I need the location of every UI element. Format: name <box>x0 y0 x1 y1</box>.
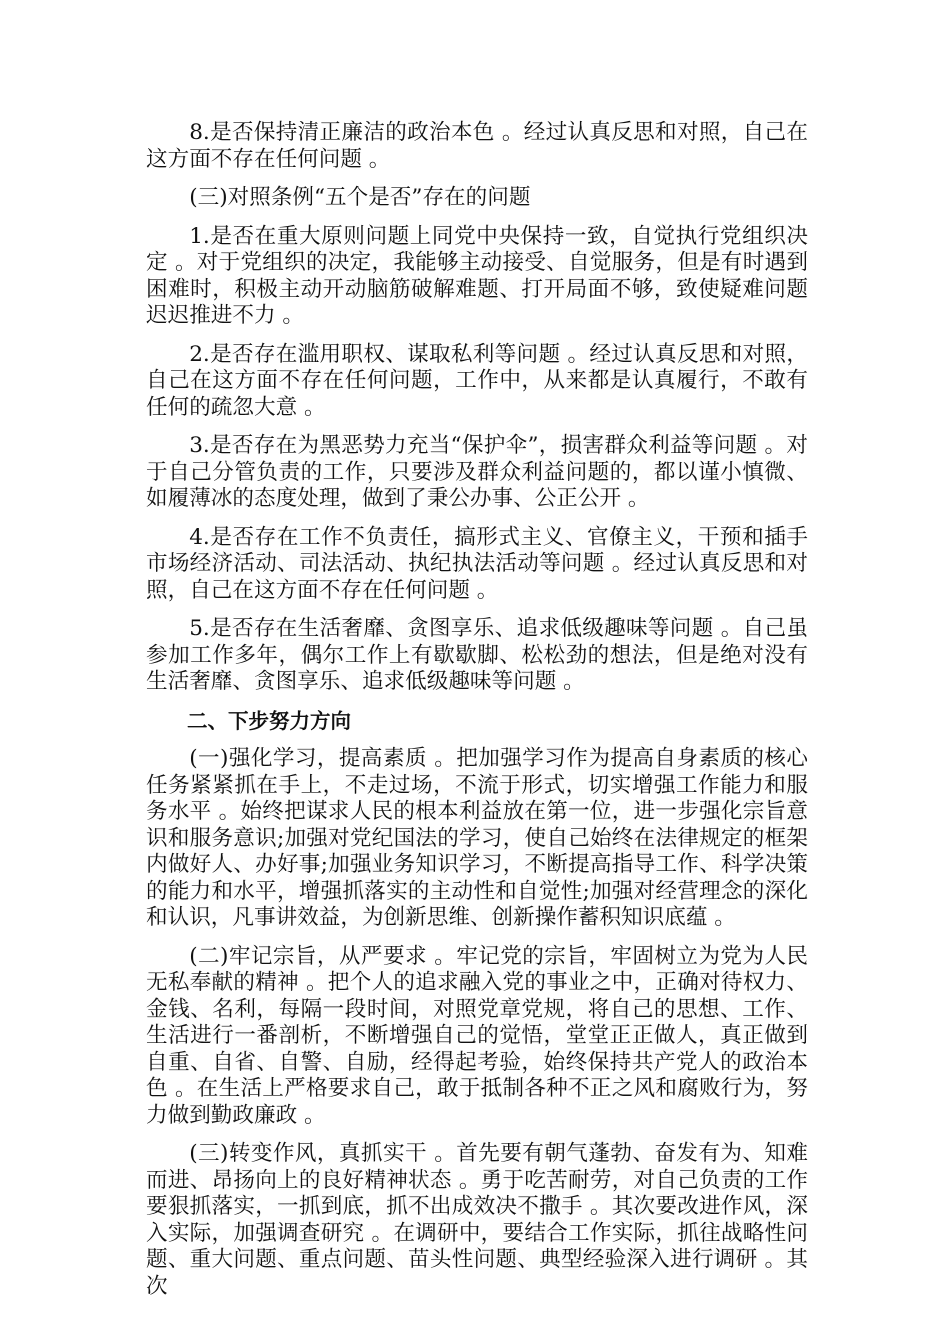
paragraph-item-5: 5.是否存在生活奢靡、贪图享乐、追求低级趣味等问题 。自己虽参加工作多年，偶尔工作上有歇歇脚、松松劲的想法，但是绝对没有生活奢靡、贪图享乐、追求低级趣味等问题 。 <box>146 616 808 694</box>
paragraph-item-4: 4.是否存在工作不负责任，搞形式主义、官僚主义，干预和插手市场经济活动、司法活动、执纪执法活动等问题 。经过认真反思和对照，自己在这方面不存在任何问题 。 <box>146 524 808 603</box>
paragraph-direction-1: (一)强化学习，提高素质 。把加强学习作为提高自身素质的核心任务紧紧抓在手上，不走过场，不流于形式，切实增强工作能力和服务水平 。始终把谋求人民的根本利益放在第一位，进一步强化宗旨意识和服务意识;加强对党纪国法的学习，使自己始终在法律规定的框架内做好人、办好事;加强业务知识学习，不断提高指导工作、科学决策的能力和水平，增强抓落实的主动性和自觉性;加强对经营理念的深化和认识，凡事讲效益，为创新思维、创新操作蓄积知识底蕴 。 <box>146 746 808 930</box>
paragraph-direction-3: (三)转变作风，真抓实干 。首先要有朝气蓬勃、奋发有为、知难而进、昂扬向上的良好精神状态 。勇于吃苦耐劳，对自己负责的工作要狠抓落实，一抓到底，抓不出成效决不撒手 。其次要改进作风，深入实际，加强调查研究 。在调研中，要结合工作实际，抓往战略性问题、重大问题、重点问题、苗头性问题、典型经验深入进行调研 。其次 <box>146 1141 808 1299</box>
paragraph-direction-2: (二)牢记宗旨，从严要求 。牢记党的宗旨，牢固树立为党为人民无私奉献的精神 。把个人的追求融入党的事业之中，正确对待权力、金钱、名利，每隔一段时间，对照党章党规，将自己的思想、工作、生活进行一番剖析，不断增强自己的觉悟，堂堂正正做人，真正做到自重、自省、自警、自励，经得起考验，始终保持共产党人的政治本色 。在生活上严格要求自己，敢于抵制各种不正之风和腐败行为，努力做到勤政廉政 。 <box>146 943 808 1128</box>
paragraph-item-3: 3.是否存在为黑恶势力充当“保护伞”，损害群众利益等问题 。对于自己分管负责的工作，只要涉及群众利益问题的，都以谨小慎微、如履薄冰的态度处理，做到了秉公办事、公正公开 。 <box>146 433 808 511</box>
paragraph-item-2: 2.是否存在滥用职权、谋取私利等问题 。经过认真反思和对照，自己在这方面不存在任何问题，工作中，从来都是认真履行，不敢有任何的疏忽大意 。 <box>146 341 808 420</box>
paragraph-item-8: 8.是否保持清正廉洁的政治本色 。经过认真反思和对照，自己在这方面不存在任何问题 。 <box>146 120 808 172</box>
paragraph-item-1: 1.是否在重大原则问题上同党中央保持一致，自觉执行党组织决定 。对于党组织的决定，我能够主动接受、自觉服务，但是有时遇到困难时，积极主动开动脑筋破解难题、打开局面不够，致使疑难问题迟迟推进不力 。 <box>146 223 808 328</box>
section-subheading-3: (三)对照条例“五个是否”存在的问题 <box>189 185 531 210</box>
section-heading-2: 二、下步努力方向 <box>187 708 351 733</box>
document-page <box>146 120 808 1312</box>
